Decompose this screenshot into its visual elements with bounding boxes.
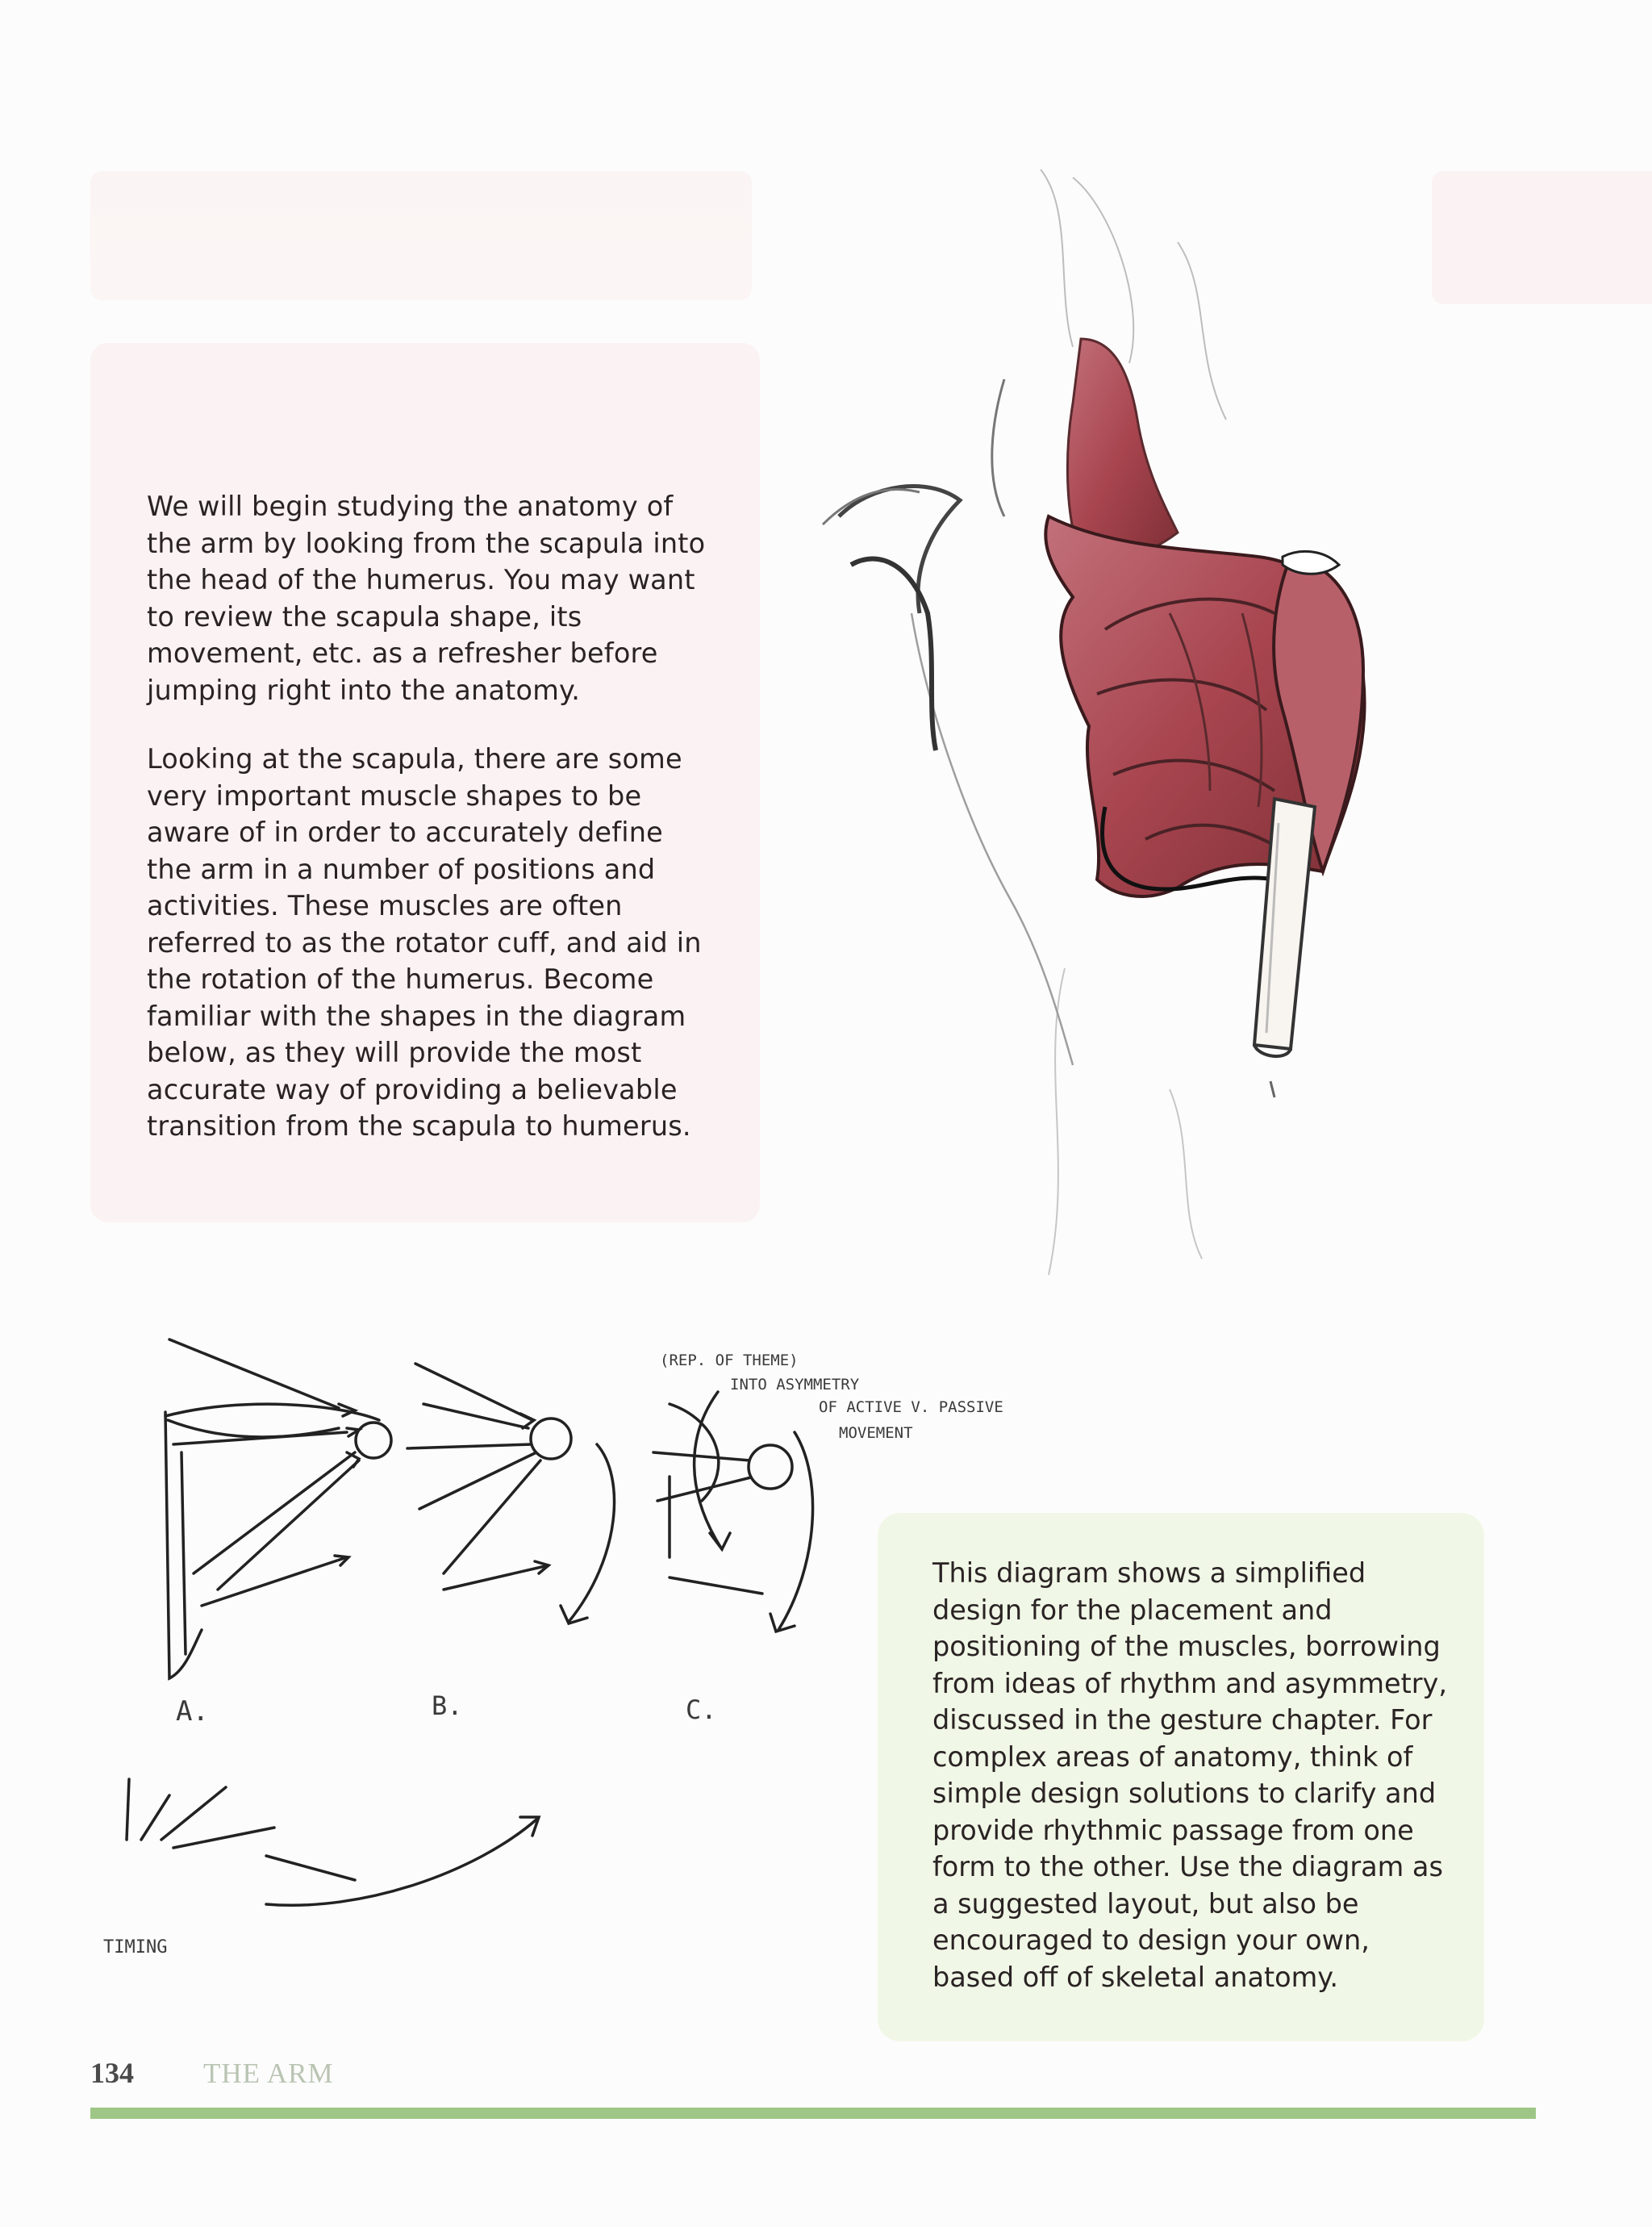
timing-label: TIMING bbox=[103, 1937, 168, 1958]
diagram-b bbox=[407, 1364, 615, 1623]
diagram-a bbox=[165, 1339, 391, 1678]
timing-diagram bbox=[127, 1779, 539, 1905]
intro-paragraph-2: Looking at the scapula, there are some very important muscle shapes to be aware of in order to accurately define the arm in a number of positions and activities. These muscles are often referred to as the rotator cuff, and aid in the rotation of the humerus. Become familiar with the shapes in the diagram below, as they will provide the most accurate way of providing a believable transition from the scapula to humerus. bbox=[147, 743, 702, 1142]
note-line-2: INTO ASYMMETRY bbox=[730, 1376, 860, 1393]
diagram-caption: This diagram shows a simplified design for the placement and positioning of the muscles, borrowing from ideas of rhythm and asymmetry, discussed in the gesture chapter. For complex areas of anatomy, think of simple design solutions to clarify and provide rhythmic passage from one form to the other. Use the diagram as a suggested layout, but also be encouraged to design your own, based off of skeletal anatomy. bbox=[932, 1557, 1447, 1993]
diagram-label-b: B. bbox=[432, 1690, 463, 1721]
page-number: 134 bbox=[90, 2057, 134, 2089]
note-line-1: (REP. OF THEME) bbox=[660, 1352, 799, 1369]
footer-rule bbox=[90, 2108, 1536, 2119]
diagram-handwritten-note bbox=[660, 1352, 1003, 1442]
shoulder-muscle-drawing bbox=[823, 169, 1365, 1275]
note-line-3: OF ACTIVE V. PASSIVE bbox=[819, 1398, 1003, 1416]
note-line-4: MOVEMENT bbox=[839, 1424, 913, 1442]
diagram-label-a: A. bbox=[176, 1695, 209, 1728]
diagram-label-c: C. bbox=[686, 1694, 717, 1725]
chapter-title: THE ARM bbox=[203, 2058, 334, 2089]
intro-paragraph-1: We will begin studying the anatomy of the arm by looking from the scapula into the head of the humerus. You may want to review the scapula shape, its movement, etc. as a refresher before jumping right into the anatomy. bbox=[147, 491, 706, 706]
diagram-c bbox=[653, 1392, 813, 1632]
